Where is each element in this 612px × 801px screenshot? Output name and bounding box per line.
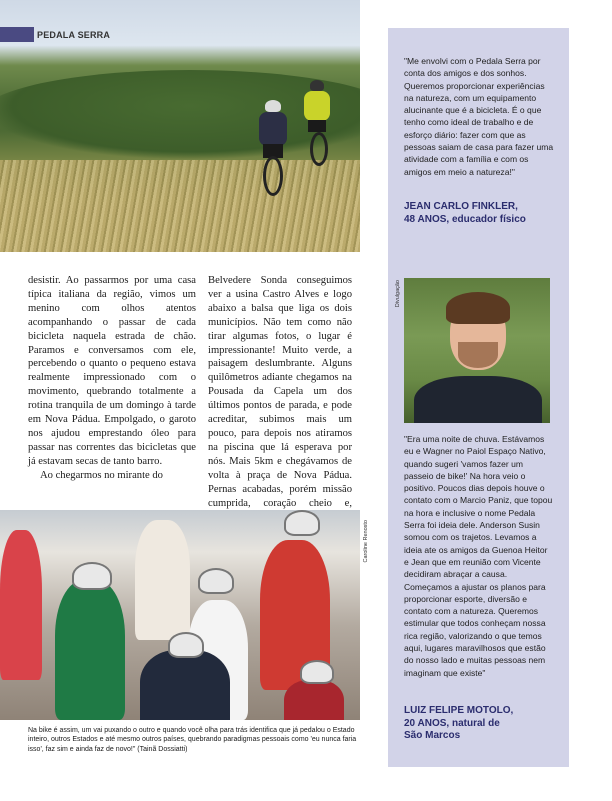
section-tag-label: PEDALA SERRA <box>37 29 111 40</box>
cyclist-figure <box>255 100 297 190</box>
article-column-2 <box>208 274 352 538</box>
section-tag-bar <box>0 27 34 42</box>
helmet-icon <box>72 562 112 590</box>
attribution-name: LUIZ FELIPE MOTOLO, <box>404 705 514 716</box>
sidebar-attribution-2 <box>404 705 564 743</box>
sidebar-quote-1: "Me envolvi com o Pedala Serra por conta dos amigos e dos sonhos. Queremos proporcionar experiências na natureza, com um equipamento alucinante que é a bicicleta. É o que tenho como ideal de trabalho e de esforço diário: fazer com que as pessoas saiam de casa para fazer uma atividade com a família e com os amigos em meio a natureza!" <box>404 56 554 177</box>
sidebar-quote-2: "Era uma noite de chuva. Estávamos eu e Wagner no Paiol Espaço Nativo, quando sugeri 'vamos fazer um passeio de bike!' Na hora veio o positivo. Poucos dias depois houve o contato com o Marcio Paniz, que topou na hora e inclusive o nome Pedala Serra foi ideia dele. Anderson Susin somou com os trajetos. Levamos a ideia ate os amigos da Guenoa Heitor e Jean que em reunião com Vicente decidiram abraçar a causa. Começamos a ajustar os planos para proporcionar esporte, diversão e contato com a natureza. Queremos estimular que todos conheçam nossa rica região, valorizando o que temos aqui, lugares maravilhosos que estão do nosso lado e muitas pessoas nem imaginam que existe" <box>404 434 553 678</box>
article-column-1 <box>28 274 196 483</box>
portrait-photo <box>404 278 550 423</box>
helmet-icon <box>284 510 320 536</box>
attribution-detail: 20 ANOS, natural de <box>404 717 500 729</box>
attribution-detail: 48 ANOS, educador físico <box>404 213 526 225</box>
article-paragraph: desistir. Ao passarmos por uma casa típica italiana da região, vimos um menino com olhos atentos acompanhando o passar de cada bicicleta naquela estrada de chão. Paramos e conversamos com ele, percebendo o quanto o pequeno estava realmente impressionado com o movimento, quebrando totalmente a rotina tranquila de um domingo à tarde em Nova Pádua. Empolgado, o garoto nos ajudou emprestando óleo para passar nas correntes das bicicletas que já estavam secas de tanto barro. <box>28 275 196 467</box>
photo-credit-group: Caroline Renosto <box>363 520 369 563</box>
helmet-icon <box>198 568 234 594</box>
photo-credit-portrait: Divulgação <box>395 280 401 308</box>
portrait-hair <box>446 292 510 324</box>
cyclist-figure <box>140 650 230 720</box>
cyclist-figure <box>300 80 336 160</box>
group-cyclists-photo <box>0 510 360 720</box>
sidebar-attribution-1 <box>404 201 564 226</box>
section-tag <box>0 27 110 42</box>
helmet-icon <box>300 660 334 684</box>
photo-caption: Na bike é assim, um vai puxando o outro e quando você olha para trás identifica que já pedalou o Estado inteiro, outros Estados e até mesmo outros países, quebrando paradigmas pessoais como 'eu nunca faria isso', faz sim e ainda faz de novo!" (Tainã Dossiatti) <box>28 727 357 753</box>
attribution-name: JEAN CARLO FINKLER, <box>404 201 518 212</box>
cyclist-figure <box>135 520 190 640</box>
cyclist-figure <box>0 530 42 680</box>
cyclist-figure <box>55 580 125 720</box>
grass-shape <box>0 160 360 252</box>
helmet-icon <box>168 632 204 658</box>
article-paragraph: Ao chegarmos no mirante do <box>40 469 163 481</box>
attribution-detail: São Marcos <box>404 730 461 741</box>
cyclist-figure <box>284 680 344 720</box>
portrait-shirt <box>414 376 542 423</box>
portrait-beard <box>458 342 498 368</box>
article-paragraph: Belvedere Sonda conseguimos ver a usina Castro Alves e logo abaixo a balsa que liga os dois municípios. Não tem como não tirar algumas fotos, o lugar é impressionante! Muito verde, a paisagem deslumbrante. Alguns quilômetros adiante chegamos na Pousada da Capela um dos últimos pontos de parada, e pode acreditar, subimos mais um pouco, para depois nos atiramos na piscina que lá esperava por nós. Mais 5km e chegávamos de volta à praça de Nova Pádua. Pernas acabadas, porém missão cumprida, coração cheio e, <box>208 275 352 509</box>
